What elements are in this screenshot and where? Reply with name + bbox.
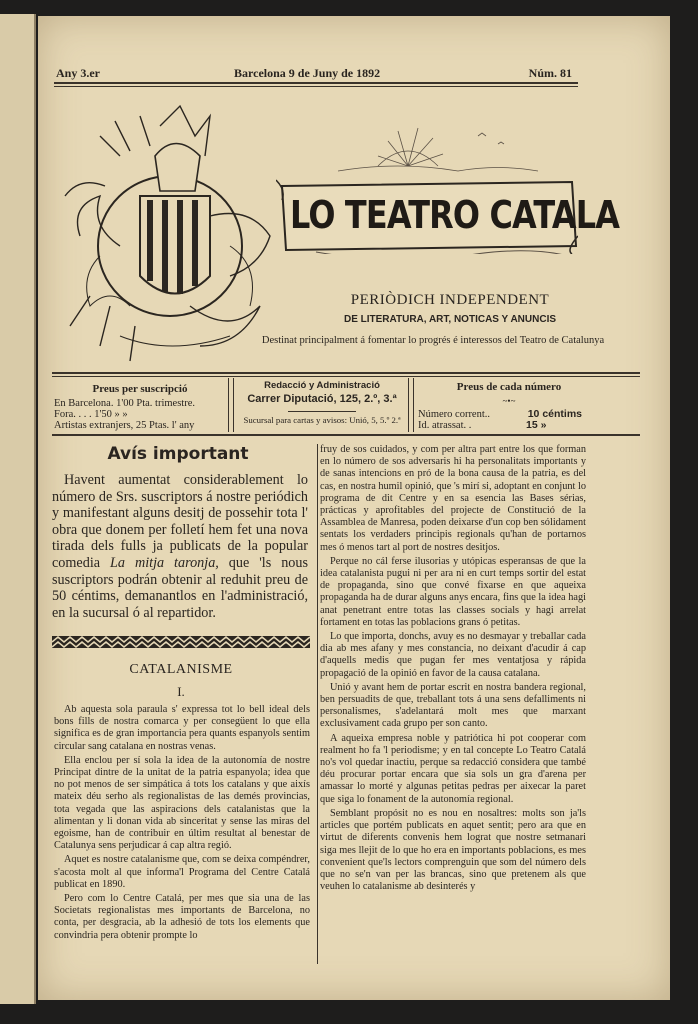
office-branch: Sucursal para cartas y avisos: Unió, 5, 5.º 2.ª — [243, 415, 401, 425]
pricebox-bottom-rule — [52, 434, 640, 436]
notice-title: Avís important — [107, 444, 249, 464]
price-box — [52, 378, 640, 432]
pricebox-top-rule-thin — [52, 376, 640, 377]
price-value: 10 céntims — [527, 408, 582, 420]
office-address: Carrer Diputació, 125, 2.º, 3.ª — [247, 393, 397, 405]
coat-of-arms-illustration — [60, 96, 300, 371]
column-separator — [317, 444, 318, 964]
article-paragraph: fruy de sos cuidados, y com per altra part entre los que forman en lo número de sos adversaris hi ha personalitats importants y de sanas intencions en pró de la bona causa de la patria, es del cas, en nostra humil opinió, que 's mirí si, adoptant en conjunt lo programa de dit Centre y en sa esencia las Bases sérias, prácticas y aprofitables del projecte de Constitució de la Assamblea de Manresa, poden deixarse d'un cop ben sólidament sentats los verdaders principis regionals qu'han de portarnos mes ó menos tart al port de nostres desitjos. — [320, 444, 586, 553]
price-separator — [408, 378, 414, 432]
issue-header — [54, 64, 578, 84]
office-info — [238, 380, 406, 434]
price-separator — [228, 378, 234, 432]
issue-prices: Preus de cada número ~•~ Número corrent.. 10 céntims Id. atrassat. . 15 » — [418, 382, 600, 436]
newspaper-tagline: Destinat principalment á fomentar lo progrés é interessos del Teatro de Catalunya — [261, 335, 605, 346]
issue-date: Barcelona 9 de Juny de 1892 — [234, 66, 381, 80]
adjacent-page-edge — [0, 14, 36, 1004]
article-right-column — [320, 444, 586, 895]
newspaper-page — [38, 16, 670, 1000]
price-label: Número corrent.. — [418, 409, 491, 420]
article-paragraph: Unió y avant hem de portar escrit en nostra bandera regional, ben persuadits de que, treballant tots á una sens defalliments ni personalismes, s'adelantará molt mes que marxant exclusivament cada grupo per son canto. — [320, 681, 586, 730]
newspaper-subtitle: PERIÒDICH INDEPENDENT — [350, 292, 550, 308]
article-paragraph: A aqueixa empresa noble y patriótica hi pot cooperar com realment ho fa 'l periodisme; y en tal concepte Lo Teatro Catalá no's vol quedar inactiu, perque sa redacció considera que també déu procurar portar encara que sia sols un gra d'arena per amassar lo morté y algunas petitas pedras per aixecar la paret que siga lo fonament de la autonomía regional. — [320, 732, 586, 805]
price-value: 15 » — [526, 419, 547, 431]
newspaper-scope: DE LITERATURA, ART, NOTICAS Y ANUNCIS — [343, 314, 557, 325]
office-title: Redacció y Administració — [264, 380, 380, 391]
issue-number: Núm. 81 — [528, 66, 572, 80]
article-paragraph: Aquet es nostre catalanisme que, com se deixa compéndrer, s'acosta molt al que informa'l Programa del Centre Catalá publicat en 1890. — [54, 854, 310, 890]
subscription-prices — [54, 384, 226, 438]
article-paragraph: Ab aquesta sola paraula s' expressa tot lo bell ideal dels bons fills de nostra comarca y per consegüent lo que ella significa es de gran importancia pera quants espanyols sentim circular sang catalana en nostras venas. — [54, 704, 310, 752]
subscription-title: Preus per suscripció — [92, 383, 188, 395]
issue-prices-title: Preus de cada número — [456, 381, 562, 393]
article-paragraph: Ella enclou per sí sola la idea de la autonomía de nostre Principat dintre de la unitat de la patria espanyola; idea que no pot menos de ser simpática á tots los catalans y que aixís mateix déu serho als regionalistas de las demés provincias, tota vegada que las aspiracions dels catalanistas que la alimentan y li donan vida ab sinceritat y sense las miras del egoisme, han de contribuir en últim resultat al benestar de Catalunya sens perjudicar á cap altra regió. — [54, 754, 310, 852]
article-section-number: I. — [177, 684, 185, 699]
article-title: CATALANISME — [129, 662, 233, 677]
article-paragraph: Lo que importa, donchs, avuy es no desmayar y treballar cada dia ab mes afany y mes constancia, no deixant d'acudir á cap d'aquells medis que pugan fer mes ventatjosa y rápida propagació de la opinió en favor de la causa catalana. — [320, 631, 586, 679]
article-paragraph: Pero com lo Centre Catalá, per mes que sia una de las Societats regionalistas mes importants de Barcelona, no conta, per desgracia, ab la adhesió de tots los elements que convindria pera obtenir prompte lo — [54, 893, 310, 941]
header-divider — [54, 86, 578, 87]
price-label: Id. atrassat. . — [418, 420, 472, 431]
play-title: La mitja taronja, — [110, 554, 219, 571]
notice-body: Havent aumentat considerablement lo número de Srs. suscriptors á nostre periódich y manifestant alguns desitj de possehir tota l' obra que donem per folletí hem fet una nova tirada dels fulls ja publicats de la popular comedia La mitja taronja, que 'ls nous suscriptors podrán obtenir al reduhit preu de 50 céntims, demanantlos en l'administració, en la sucursal ó al repartidor. — [52, 472, 309, 621]
subscription-line: Fora. . . . 1'50 » » — [54, 409, 128, 420]
ornamental-divider — [52, 636, 310, 648]
sun-landscape-illustration — [338, 116, 538, 176]
subscription-line: En Barcelona. 1'00 Pta. trimestre. — [54, 398, 195, 409]
pricebox-top-rule — [52, 372, 640, 374]
issue-year: Any 3.er — [56, 66, 100, 80]
article-paragraph: Perque no cál ferse ilusorias y utópicas esperansas de que la idea catalanista pugui ni per ara ni en curt temps sortir del estat de propaganda, sino que convé fixarse en que aqueixa propaganda ha de durar alguns anys encara, fins que la idea hagi anat penetrant entre totas las classes socials y hagi arrelat fortament en totas las poblacions grans ó petitas. — [320, 555, 586, 628]
subscription-line: Artistas extranjers, 25 Ptas. l' any — [54, 420, 195, 431]
article-paragraph: Semblant propósit no es nou en nosaltres: molts son ja'ls articles que portém publicats en aquet sentit; pero ara que en virtut de diferents convenis hem lograt que nostre setmanari siga mes llejit de lo que ho era en importants poblacions, es mes convenient que'ls lectors comprenguin que som del número dels que no se'n van per las brancas, sino que pretenem als que veuhen lo catalanisme ab desinterés y — [320, 807, 586, 893]
newspaper-title: LO TEATRO CATALA — [290, 193, 620, 237]
article-left-column — [54, 704, 310, 944]
